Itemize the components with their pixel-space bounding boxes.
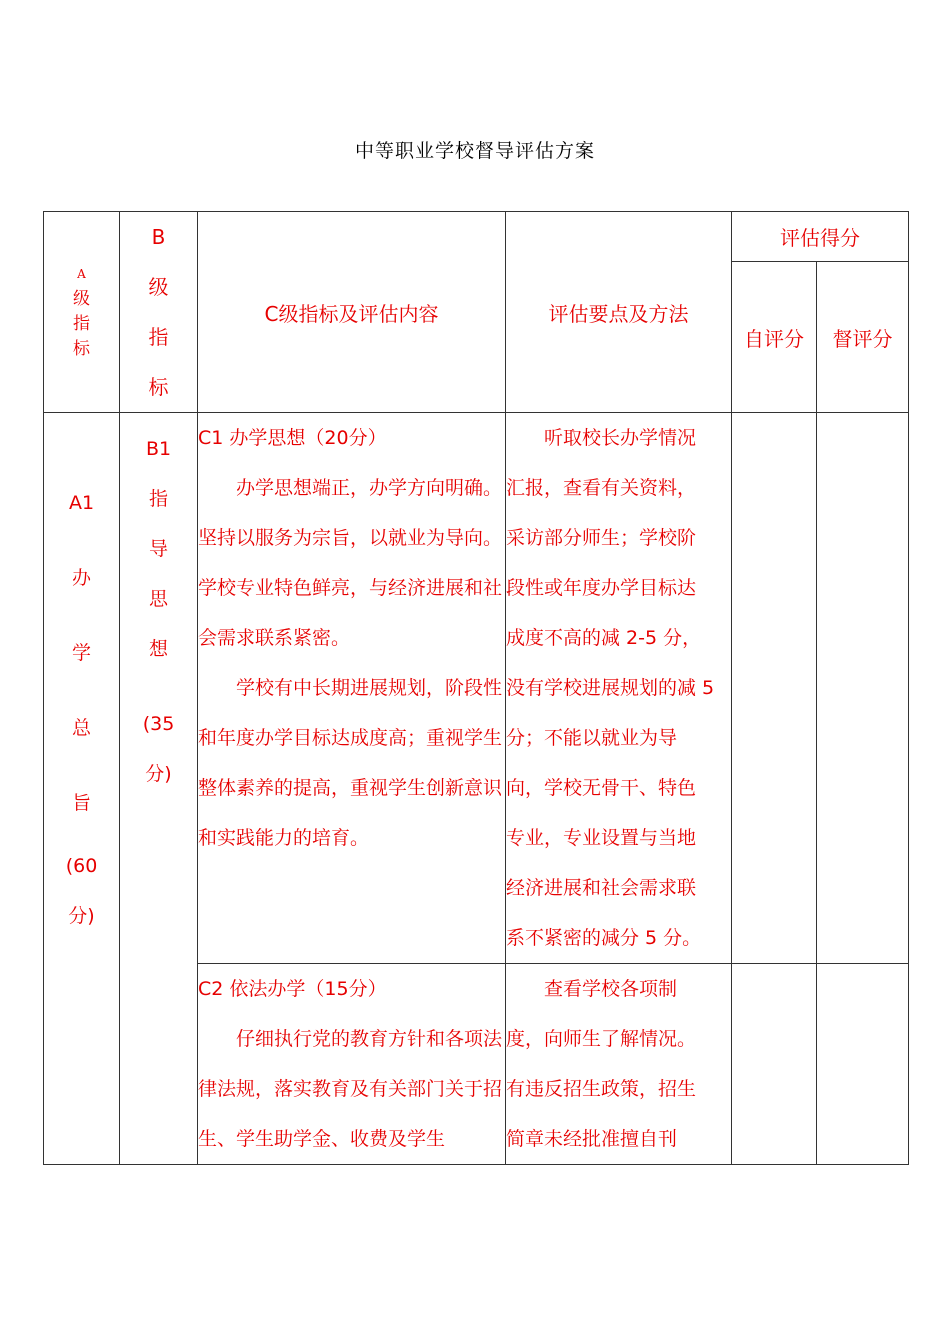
c1-paragraph: 办学思想端正，办学方向明确。坚持以服务为宗旨，以就业为导向。学校专业特色鲜亮，与经济进展和社会需求联系紧密。 (198, 477, 503, 649)
method-line: 查看学校各项制 (544, 978, 678, 1000)
c1-paragraph: 学校有中长期进展规划，阶段性和年度办学目标达成度高；重视学生整体素养的提高，重视学生创新意识和实践能力的培育。 (198, 677, 503, 849)
c2-supervisor-score-cell[interactable] (817, 964, 909, 1165)
method-line: 段性或年度办学目标达 (506, 577, 697, 599)
header-b-level (120, 212, 198, 413)
a1-score: 分) (68, 905, 95, 927)
c1-content-cell (198, 413, 506, 964)
header-b-char: B (151, 225, 166, 249)
c1-supervisor-score-cell[interactable] (817, 413, 909, 964)
method-line: 系不紧密的减分 5 分。 (506, 927, 702, 949)
document-title: 中等职业学校督导评估方案 (354, 140, 595, 162)
method-line: 采访部分师生；学校阶 (506, 527, 697, 549)
header-a-char: 标 (73, 339, 90, 359)
header-a-char: A (77, 267, 86, 281)
c2-title: C2 依法办学（15分） (198, 978, 387, 1000)
a1-char: 总 (71, 717, 91, 739)
b1-char: 思 (148, 588, 168, 610)
c2-self-score-cell[interactable] (732, 964, 817, 1165)
a1-score: (60 (65, 855, 98, 877)
evaluation-table (43, 211, 909, 1165)
header-b-char: 级 (148, 275, 169, 299)
method-line: 分；不能以就业为导 (506, 727, 678, 749)
header-b-char: 标 (148, 375, 169, 399)
c2-method-cell (506, 964, 732, 1165)
method-line: 没有学校进展规划的减 5 (506, 677, 715, 699)
method-line: 经济进展和社会需求联 (506, 877, 697, 899)
method-line: 简章未经批准擅自刊 (506, 1128, 678, 1150)
header-supervisor-score: 督评分 (817, 262, 909, 413)
b1-char: 导 (148, 538, 168, 560)
b1-cell (120, 413, 198, 1165)
a1-char: A1 (68, 492, 95, 514)
method-line: 向，学校无骨干、特色 (506, 777, 697, 799)
method-line: 有违反招生政策，招生 (506, 1078, 697, 1100)
header-b-char: 指 (148, 325, 169, 349)
b1-char: B1 (145, 438, 172, 460)
c2-content-cell (198, 964, 506, 1165)
method-line: 听取校长办学情况 (544, 427, 697, 449)
method-line: 度，向师生了解情况。 (506, 1028, 697, 1050)
b1-score: (35 (142, 713, 175, 735)
c2-paragraph: 仔细执行党的教育方针和各项法律法规，落实教育及有关部门关于招生、学生助学金、收费及学生 (198, 1028, 503, 1150)
method-line: 汇报，查看有关资料， (506, 477, 697, 499)
header-self-score: 自评分 (732, 262, 817, 413)
header-a-char: 指 (73, 314, 90, 334)
b1-char: 指 (148, 488, 168, 510)
a1-char: 旨 (71, 792, 91, 814)
b1-char: 想 (148, 638, 168, 660)
method-line: 专业，专业设置与当地 (506, 827, 697, 849)
header-score-group: 评估得分 (732, 212, 909, 262)
a1-char: 学 (71, 642, 91, 664)
a1-cell (44, 413, 120, 1165)
c1-method-cell (506, 413, 732, 964)
header-a-char: 级 (73, 289, 90, 309)
header-method: 评估要点及方法 (506, 212, 732, 413)
c1-self-score-cell[interactable] (732, 413, 817, 964)
b1-score: 分) (145, 763, 172, 785)
header-a-level (44, 212, 120, 413)
c1-title: C1 办学思想（20分） (198, 427, 387, 449)
a1-char: 办 (71, 567, 91, 589)
header-c-level: C级指标及评估内容 (198, 212, 506, 413)
method-line: 成度不高的减 2-5 分， (506, 627, 702, 649)
